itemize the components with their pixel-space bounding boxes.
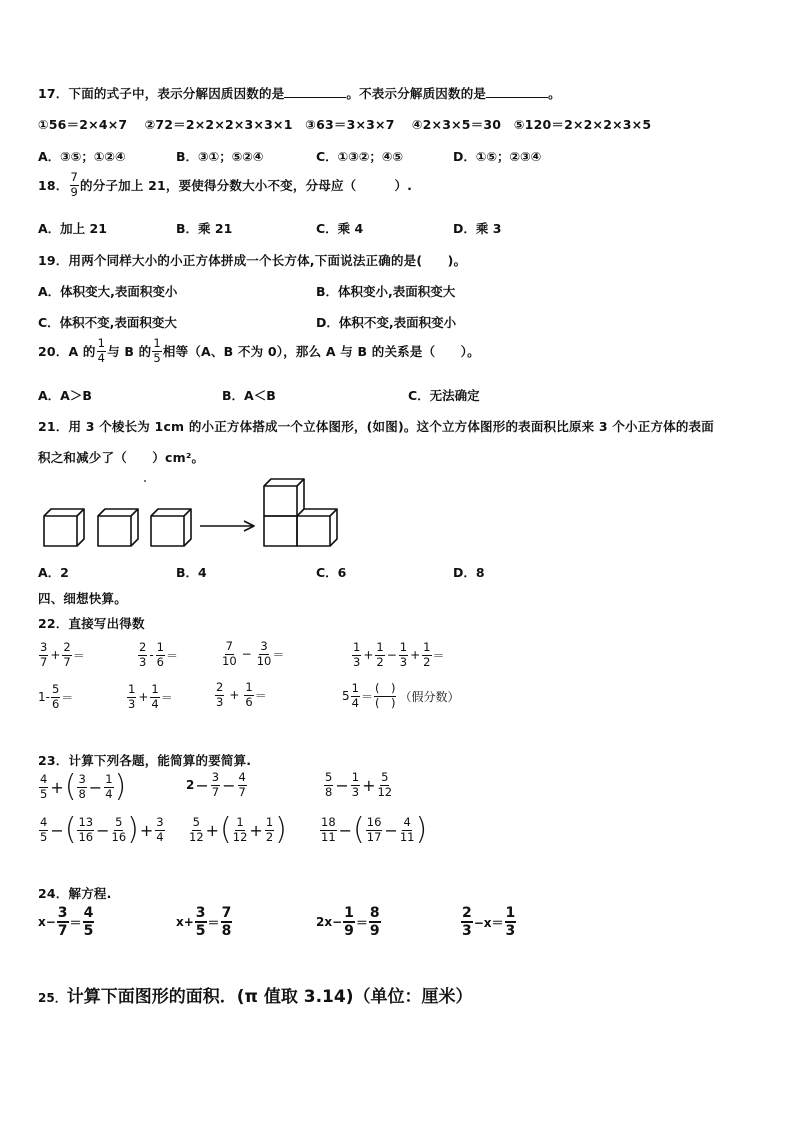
q17-option-d[interactable]: D．①⑤；②③④ (453, 149, 542, 164)
q21-stem-line1: 21．用 3 个棱长为 1cm 的小正方体搭成一个立体图形，(如图)。这个立方体图形的表面积比原来 3 个小正方体的表面 (38, 419, 714, 434)
q24-equation-2: x+ $\frac{3}{5}$ ＝ $\frac{7}{8}$ (176, 905, 232, 939)
q24-equation-1: x− $\frac{3}{7}$ ＝ $\frac{4}{5}$ (38, 905, 94, 939)
q23-expr-6: $\frac{18}{11}$ − ( $\frac{16}{17}$ − $\frac{4}{11}$ ) (321, 812, 428, 847)
q22-expr-4: $\frac{1}{3}$ + $\frac{1}{2}$ − $\frac{1}{3}$ + $\frac{1}{2}$ ＝ (353, 640, 445, 669)
q22-title: 22．直接写出得数 (38, 616, 145, 631)
q22-expr-3: $\frac{7}{10}$ − $\frac{3}{10}$ ＝ (222, 639, 285, 668)
q17-option-a[interactable]: A．③⑤；①②④ (38, 149, 126, 164)
q21-stem-line2: 积之和减少了（ ）cm²。 (38, 450, 205, 465)
q18-option-c[interactable]: C．乘 4 (316, 221, 364, 236)
cube-icon (151, 509, 191, 546)
q22-expr-6: $\frac{1}{3}$ + $\frac{1}{4}$ ＝ (128, 682, 173, 711)
q24-equation-3: 2x− $\frac{1}{9}$ ＝ $\frac{8}{9}$ (316, 905, 380, 939)
q23-expr-5: $\frac{5}{12}$ + ( $\frac{1}{12}$ + $\frac{1}{2}$ ) (189, 812, 287, 847)
fraction: $\frac{1}{5}$ (153, 336, 161, 365)
q23-expr-2: 2 − $\frac{3}{7}$ − $\frac{4}{7}$ (186, 770, 246, 799)
answer-blank-1[interactable] (284, 86, 346, 98)
q24-equation-4: $\frac{2}{3}$ −x＝ $\frac{1}{3}$ (462, 905, 516, 939)
q18-option-b[interactable]: B．乘 21 (176, 221, 233, 236)
q19-stem: 19．用两个同样大小的小正方体拼成一个长方体,下面说法正确的是( )。 (38, 253, 467, 268)
q21-option-a[interactable]: A．2 (38, 565, 69, 580)
q19-option-b[interactable]: B．体积变小,表面积变大 (316, 284, 456, 299)
q18-stem: 18． $\frac{7}{9}$ 的分子加上 21，要使得分数大小不变，分母应（ ）. (38, 170, 413, 199)
q24-title: 24．解方程. (38, 886, 112, 901)
q23-expr-1: $\frac{4}{5}$ + ( $\frac{3}{8}$ − $\frac{1}{4}$ ) (40, 769, 127, 804)
q17-stem: 17．下面的式子中，表示分解因质因数的是 。不表示分解质因数的是 。 (38, 86, 561, 101)
section-heading: 四、细想快算。 (38, 591, 127, 606)
q17-option-b[interactable]: B．③①；⑤②④ (176, 149, 264, 164)
q19-option-c[interactable]: C．体积不变,表面积变大 (38, 315, 177, 330)
q23-title: 23．计算下列各题，能简算的要简算. (38, 753, 252, 768)
q21-option-d[interactable]: D．8 (453, 565, 485, 580)
fraction: $\frac{1}{4}$ (97, 336, 106, 365)
q20-stem: 20．A 的 $\frac{1}{4}$ 与 B 的 $\frac{1}{5}$ 相等（A、B 不为 0），那么 A 与 B 的关系是（ ）。 (38, 336, 480, 365)
q18-option-a[interactable]: A．加上 21 (38, 221, 107, 236)
q17-option-c[interactable]: C．①③②；④⑤ (316, 149, 404, 164)
q17-items: ①56＝2×4×7 ②72＝2×2×2×3×3×1 ③63＝3×3×7 ④2×3×5＝30 ⑤120＝2×2×2×3×5 (38, 117, 652, 132)
cube-figure (38, 470, 348, 552)
cube-icon (98, 509, 138, 546)
q21-option-c[interactable]: C．6 (316, 565, 347, 580)
q20-option-a[interactable]: A．A＞B (38, 388, 92, 403)
q23-expr-4: $\frac{4}{5}$ − ( $\frac{13}{16}$ − $\frac{5}{16}$ ) + $\frac{3}{4}$ (40, 812, 164, 847)
combined-cubes-icon (264, 479, 337, 546)
cube-icon (44, 509, 84, 546)
q22-expr-5: 1- $\frac{5}{6}$ ＝ (38, 682, 74, 711)
q19-option-d[interactable]: D．体积不变,表面积变小 (316, 315, 457, 330)
answer-blank[interactable]: $\frac{( )}{( )}$ (374, 681, 396, 710)
q22-expr-1: $\frac{3}{7}$ + $\frac{2}{7}$ ＝ (40, 640, 85, 669)
q18-option-d[interactable]: D．乘 3 (453, 221, 502, 236)
q25-stem: 25．计算下面图形的面积．(π 值取 3.14)（单位：厘米） (38, 987, 473, 1007)
q22-expr-8: 5 $\frac{1}{4}$ ＝ $\frac{( )}{( )}$ （假分数） (342, 681, 460, 710)
fraction: $\frac{7}{9}$ (70, 170, 79, 199)
q21-option-b[interactable]: B．4 (176, 565, 207, 580)
q20-option-b[interactable]: B．A＜B (222, 388, 276, 403)
q22-expr-7: $\frac{2}{3}$ + $\frac{1}{6}$ ＝ (216, 680, 267, 709)
q19-option-a[interactable]: A．体积变大,表面积变小 (38, 284, 178, 299)
q23-expr-3: $\frac{5}{8}$ − $\frac{1}{3}$ + $\frac{5}{12}$ (325, 770, 393, 799)
answer-blank-2[interactable] (486, 86, 548, 98)
q22-expr-2: $\frac{2}{3}$ - $\frac{1}{6}$ ＝ (139, 640, 179, 669)
q20-option-c[interactable]: C．无法确定 (408, 388, 480, 403)
